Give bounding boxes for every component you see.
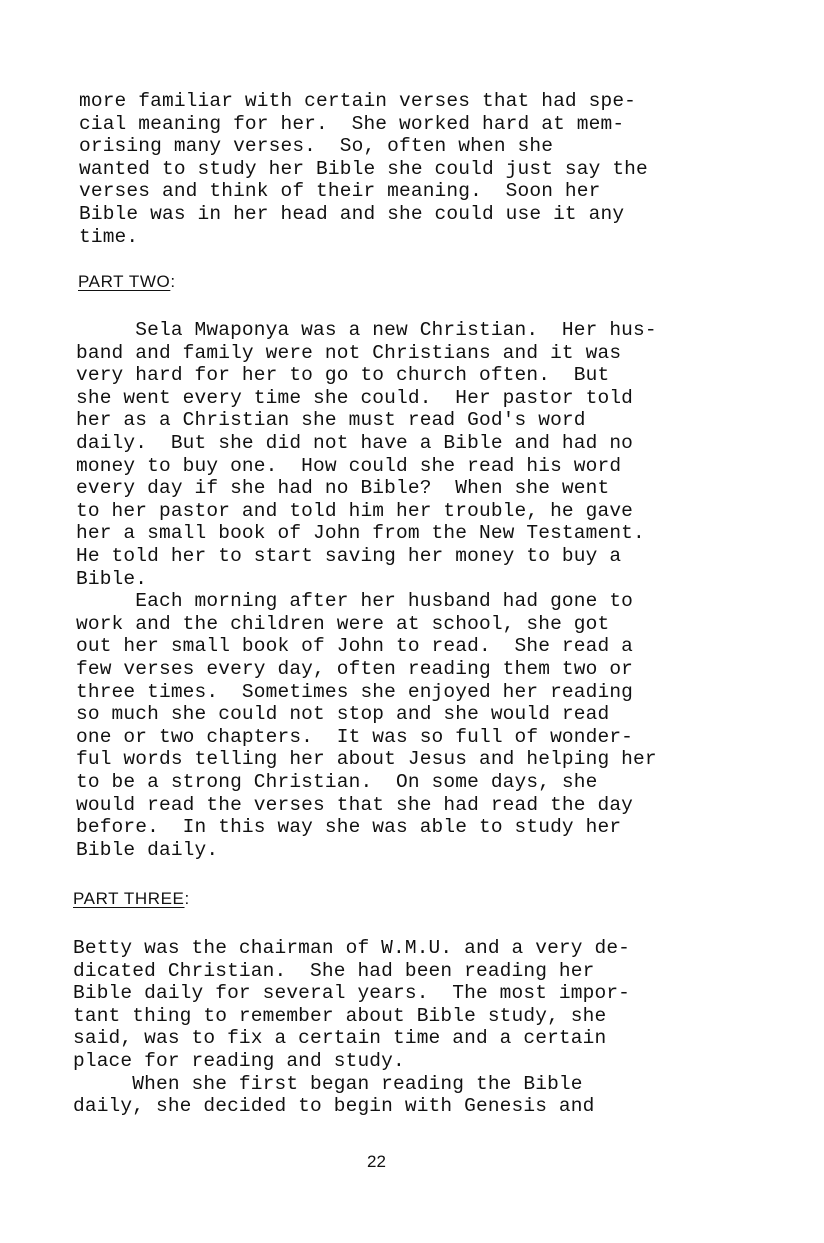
text-line: cial meaning for her. She worked hard at mem- [79,112,625,135]
text-line: Bible daily for several years. The most impor- [73,982,631,1005]
text-line: Each morning after her husband had gone to [76,590,634,613]
part-three-heading-text: PART THREE [73,889,185,908]
text-line: would read the verses that she had read the day [76,793,634,816]
text-line: daily. But she did not have a Bible and had no [76,432,634,454]
text-line: verses and think of their meaning. Soon her [79,180,601,203]
text-line: daily, she decided to begin with Genesis and [73,1095,595,1118]
text-line: band and family were not Christians and it was [76,341,622,364]
text-line: wanted to study her Bible she could just say the [79,157,648,180]
text-line: few verses every day, often reading them two or [76,658,634,680]
text-line: to be a strong Christian. On some days, she [76,771,598,793]
text-line: work and the children were at school, she got [76,612,610,635]
text-line: place for reading and study. [73,1050,405,1072]
text-line: money to buy one. How could she read his word [76,454,622,477]
page-number: 22 [367,1152,386,1171]
text-line: Betty was the chairman of W.M.U. and a very de- [73,937,631,959]
text-line: When she first began reading the Bible [73,1072,583,1095]
text-line: orising many verses. So, often when she [79,135,554,158]
text-line: tant thing to remember about Bible study, she [73,1004,607,1027]
text-line: her a small book of John from the New Testament. [76,522,645,545]
text-line: Bible daily. [76,838,219,861]
text-line: one or two chapters. It was so full of wonder- [76,725,634,748]
text-line: said, was to fix a certain time and a certain [73,1027,607,1050]
text-line: before. In this way she was able to study her [76,816,622,839]
text-line: Sela Mwaponya was a new Christian. Her hus- [76,319,657,341]
part-three-heading [73,888,190,910]
text-line: Bible. [76,567,148,590]
part-three-heading-colon: : [184,889,190,908]
part-two-heading-colon: : [170,272,176,291]
text-line: every day if she had no Bible? When she went [76,477,610,500]
text-line: so much she could not stop and she would read [76,703,610,726]
text-line: time. [79,225,139,248]
text-line: three times. Sometimes she enjoyed her reading [76,680,634,703]
text-line: dicated Christian. She had been reading her [73,959,595,982]
text-line: very hard for her to go to church often. But [76,364,610,387]
part-two-heading [78,271,176,293]
text-line: He told her to start saving her money to buy a [76,545,622,567]
text-line: Bible was in her head and she could use it any [79,203,625,225]
text-line: ful words telling her about Jesus and helping her [76,748,657,771]
text-line: her as a Christian she must read God's word [76,409,586,432]
text-line: more familiar with certain verses that had spe- [79,90,637,112]
part-two-heading-text: PART TWO [78,272,171,291]
text-line: she went every time she could. Her pastor told [76,386,634,409]
text-line: to her pastor and told him her trouble, he gave [76,499,634,522]
text-line: out her small book of John to read. She read a [76,635,634,658]
